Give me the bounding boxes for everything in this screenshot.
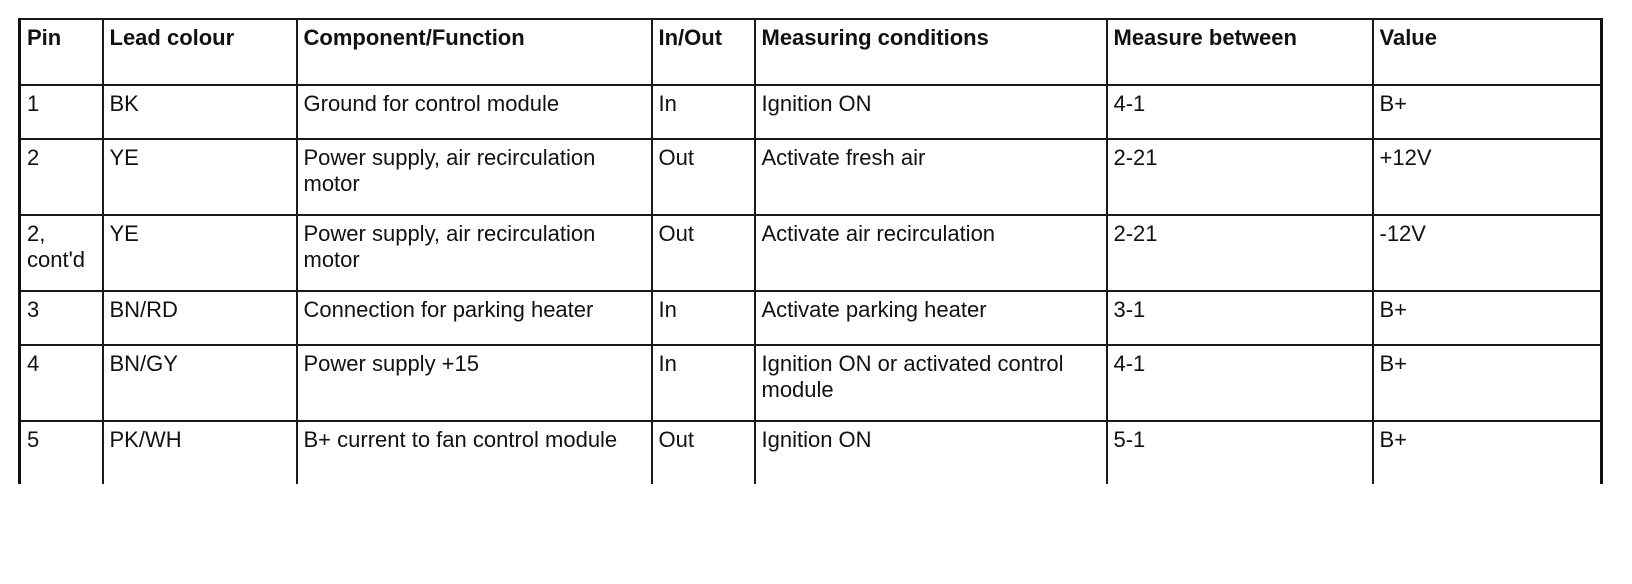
cell-pin: 3 xyxy=(20,291,103,345)
table-row xyxy=(20,345,1602,421)
cell-measure-between: 5-1 xyxy=(1107,421,1373,484)
table-row xyxy=(20,139,1602,215)
cell-measuring-conditions: Activate air recirculation xyxy=(755,215,1107,291)
cell-pin: 4 xyxy=(20,345,103,421)
cell-in-out: In xyxy=(652,291,755,345)
cell-component: B+ current to fan control module xyxy=(297,421,652,484)
cell-measuring-conditions: Ignition ON xyxy=(755,85,1107,139)
header-lead-colour: Lead colour xyxy=(103,19,297,85)
header-pin: Pin xyxy=(20,19,103,85)
cell-value: B+ xyxy=(1373,85,1602,139)
cell-in-out: In xyxy=(652,85,755,139)
cell-lead-colour: BN/GY xyxy=(103,345,297,421)
cell-pin: 2, cont'd xyxy=(20,215,103,291)
table-row xyxy=(20,85,1602,139)
cell-component: Power supply +15 xyxy=(297,345,652,421)
cell-in-out: Out xyxy=(652,421,755,484)
cell-measure-between: 2-21 xyxy=(1107,215,1373,291)
cell-measure-between: 3-1 xyxy=(1107,291,1373,345)
table-row xyxy=(20,291,1602,345)
cell-value: B+ xyxy=(1373,421,1602,484)
cell-lead-colour: PK/WH xyxy=(103,421,297,484)
header-in-out: In/Out xyxy=(652,19,755,85)
header-component-function: Component/Function xyxy=(297,19,652,85)
table-row xyxy=(20,215,1602,291)
cell-pin: 5 xyxy=(20,421,103,484)
cell-component: Connection for parking heater xyxy=(297,291,652,345)
cell-lead-colour: YE xyxy=(103,215,297,291)
cell-lead-colour: BK xyxy=(103,85,297,139)
cell-value: B+ xyxy=(1373,291,1602,345)
header-measuring-conditions: Measuring conditions xyxy=(755,19,1107,85)
table-header-row xyxy=(20,19,1602,85)
cell-value: B+ xyxy=(1373,345,1602,421)
cell-measuring-conditions: Ignition ON or activated control module xyxy=(755,345,1107,421)
cell-lead-colour: BN/RD xyxy=(103,291,297,345)
cell-value: -12V xyxy=(1373,215,1602,291)
header-value: Value xyxy=(1373,19,1602,85)
cell-in-out: In xyxy=(652,345,755,421)
cell-measuring-conditions: Activate parking heater xyxy=(755,291,1107,345)
cell-component: Power supply, air recirculation motor xyxy=(297,139,652,215)
pin-assignment-table xyxy=(18,18,1603,484)
cell-pin: 2 xyxy=(20,139,103,215)
cell-lead-colour: YE xyxy=(103,139,297,215)
cell-component: Power supply, air recirculation motor xyxy=(297,215,652,291)
cell-component: Ground for control module xyxy=(297,85,652,139)
cell-value: +12V xyxy=(1373,139,1602,215)
cell-in-out: Out xyxy=(652,139,755,215)
cell-pin: 1 xyxy=(20,85,103,139)
cell-measuring-conditions: Ignition ON xyxy=(755,421,1107,484)
cell-measure-between: 4-1 xyxy=(1107,85,1373,139)
cell-measuring-conditions: Activate fresh air xyxy=(755,139,1107,215)
cell-measure-between: 2-21 xyxy=(1107,139,1373,215)
cell-measure-between: 4-1 xyxy=(1107,345,1373,421)
cell-in-out: Out xyxy=(652,215,755,291)
table-row xyxy=(20,421,1602,484)
header-measure-between: Measure between xyxy=(1107,19,1373,85)
